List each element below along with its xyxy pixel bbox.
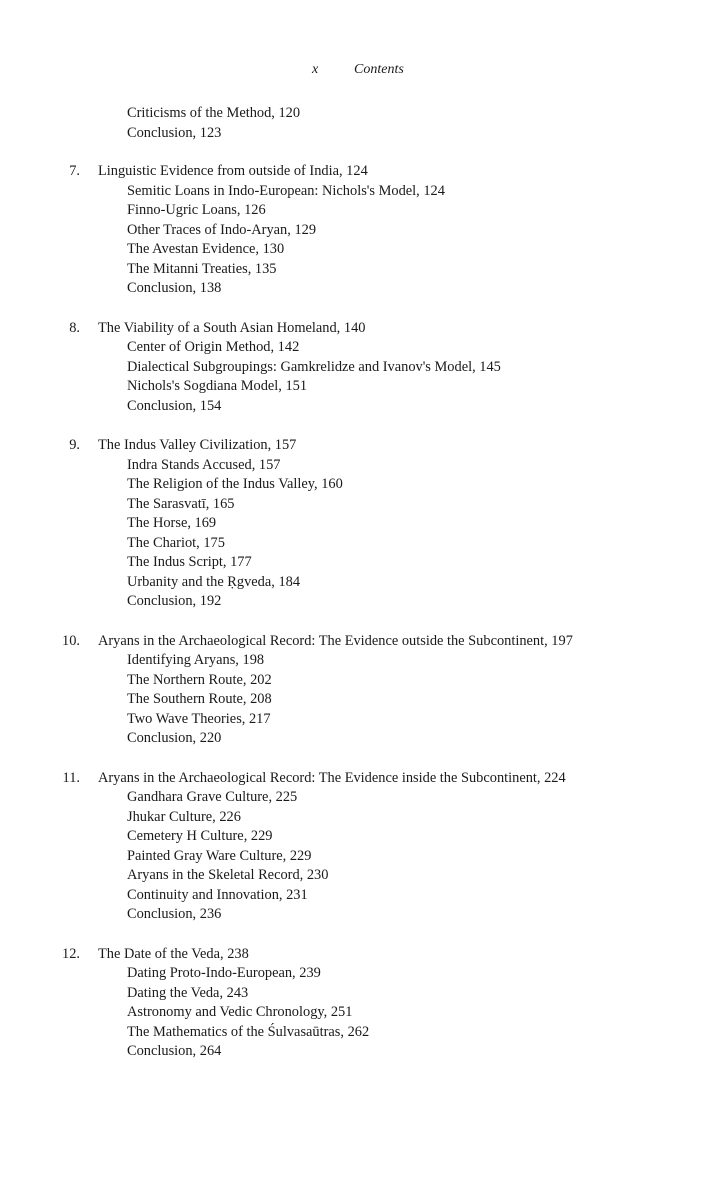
toc-section-line xyxy=(0,397,728,417)
section-entry: The Chariot, 175 xyxy=(127,534,225,551)
toc-section-line xyxy=(0,240,728,260)
section-entry: The Indus Script, 177 xyxy=(127,554,252,570)
chapter-title: Aryans in the Archaeological Record: The Evidence inside the Subcontinent, 224 xyxy=(98,769,566,786)
section-entry: The Mitanni Treaties, 135 xyxy=(127,260,277,277)
toc-section-line xyxy=(0,592,728,612)
section-entry: Painted Gray Ware Culture, 229 xyxy=(127,847,312,864)
toc-section-line xyxy=(0,104,728,124)
chapter-number: 8. xyxy=(69,319,80,336)
section-entry: Conclusion, 264 xyxy=(127,1043,222,1059)
toc-section-line xyxy=(0,866,728,886)
toc-section-line xyxy=(0,1042,728,1062)
toc-section-line xyxy=(0,808,728,828)
chapter-heading xyxy=(0,945,728,965)
section-entry: The Horse, 169 xyxy=(127,515,217,531)
chapter-title: The Indus Valley Civilization, 157 xyxy=(98,437,297,453)
section-entry: Finno-Ugric Loans, 126 xyxy=(127,202,266,218)
toc-section-line xyxy=(0,1003,728,1023)
section-entry: Criticisms of the Method, 120 xyxy=(127,105,301,121)
toc-section-line xyxy=(0,573,728,593)
section-entry: The Sarasvatī, 165 xyxy=(127,495,235,512)
section-entry: Other Traces of Indo-Aryan, 129 xyxy=(127,221,317,238)
section-entry: Center of Origin Method, 142 xyxy=(127,339,300,355)
toc-section-line xyxy=(0,690,728,710)
chapter-number: 11. xyxy=(62,769,80,786)
chapter-title: The Date of the Veda, 238 xyxy=(98,945,249,962)
toc-section-line xyxy=(0,358,728,378)
section-entry: The Religion of the Indus Valley, 160 xyxy=(127,476,343,492)
section-entry: Dialectical Subgroupings: Gamkrelidze and Ivanov's Model, 145 xyxy=(127,358,501,375)
chapter-title: Linguistic Evidence from outside of India, 124 xyxy=(98,163,368,179)
toc-section-line xyxy=(0,1023,728,1043)
section-entry: Astronomy and Vedic Chronology, 251 xyxy=(127,1004,353,1020)
toc-section-line xyxy=(0,553,728,573)
section-entry: Aryans in the Skeletal Record, 230 xyxy=(127,867,329,883)
toc-chapter xyxy=(0,769,728,925)
section-entry: Jhukar Culture, 226 xyxy=(127,808,241,825)
toc-section-line xyxy=(0,279,728,299)
chapter-heading xyxy=(0,319,728,339)
section-entry: Cemetery H Culture, 229 xyxy=(127,828,273,844)
page-number: x xyxy=(312,62,319,77)
toc-section-line xyxy=(0,221,728,241)
toc-section-line xyxy=(0,201,728,221)
toc-section-line xyxy=(0,377,728,397)
section-entry: The Southern Route, 208 xyxy=(127,691,272,707)
toc-chapter xyxy=(0,162,728,299)
chapter-number: 7. xyxy=(69,163,80,179)
section-entry: Conclusion, 123 xyxy=(127,124,222,141)
section-entry: Gandhara Grave Culture, 225 xyxy=(127,789,298,805)
toc-section-line xyxy=(0,964,728,984)
toc-chapter xyxy=(0,632,728,749)
toc-section-line xyxy=(0,534,728,554)
section-entry: Semitic Loans in Indo-European: Nichols's Model, 124 xyxy=(127,182,445,199)
section-entry: Urbanity and the Ṛgveda, 184 xyxy=(127,573,301,590)
section-entry: The Northern Route, 202 xyxy=(127,671,272,688)
chapter-heading xyxy=(0,769,728,789)
section-entry: Nichols's Sogdiana Model, 151 xyxy=(127,378,308,394)
chapter-number: 10. xyxy=(62,632,80,649)
toc-section-line xyxy=(0,651,728,671)
toc-chapter xyxy=(0,436,728,612)
section-entry: Conclusion, 154 xyxy=(127,397,222,414)
toc-chapter xyxy=(0,945,728,1062)
toc-section-line xyxy=(0,182,728,202)
section-entry: Two Wave Theories, 217 xyxy=(127,710,271,727)
toc-section-line xyxy=(0,788,728,808)
toc-section-line xyxy=(0,886,728,906)
section-entry: Conclusion, 220 xyxy=(127,730,222,746)
toc-section-line xyxy=(0,514,728,534)
section-entry: Continuity and Innovation, 231 xyxy=(127,886,308,903)
toc-chapter xyxy=(0,104,728,143)
toc-section-line xyxy=(0,671,728,691)
table-of-contents xyxy=(0,104,728,1082)
chapter-number: 12. xyxy=(62,945,80,962)
section-entry: Identifying Aryans, 198 xyxy=(127,652,265,668)
section-entry: Conclusion, 236 xyxy=(127,906,222,922)
toc-section-line xyxy=(0,710,728,730)
chapter-number: 9. xyxy=(69,437,80,453)
section-entry: Conclusion, 192 xyxy=(127,593,222,609)
toc-section-line xyxy=(0,984,728,1004)
toc-section-line xyxy=(0,124,728,144)
toc-section-line xyxy=(0,495,728,515)
chapter-heading xyxy=(0,162,728,182)
toc-section-line xyxy=(0,456,728,476)
toc-chapter xyxy=(0,319,728,417)
chapter-heading xyxy=(0,436,728,456)
chapter-title: Aryans in the Archaeological Record: The Evidence outside the Subcontinent, 197 xyxy=(98,632,573,649)
section-entry: Dating Proto-Indo-European, 239 xyxy=(127,965,321,981)
section-entry: Dating the Veda, 243 xyxy=(127,984,249,1001)
chapter-title: The Viability of a South Asian Homeland, 140 xyxy=(98,319,366,336)
toc-section-line xyxy=(0,847,728,867)
section-entry: Conclusion, 138 xyxy=(127,280,222,296)
toc-section-line xyxy=(0,827,728,847)
toc-section-line xyxy=(0,338,728,358)
running-title: Contents xyxy=(354,62,404,77)
chapter-heading xyxy=(0,632,728,652)
section-entry: Indra Stands Accused, 157 xyxy=(127,456,281,473)
section-entry: The Avestan Evidence, 130 xyxy=(127,241,285,257)
toc-section-line xyxy=(0,260,728,280)
section-entry: The Mathematics of the Śulvasaūtras, 262 xyxy=(127,1023,370,1040)
toc-section-line xyxy=(0,475,728,495)
toc-section-line xyxy=(0,729,728,749)
toc-section-line xyxy=(0,905,728,925)
